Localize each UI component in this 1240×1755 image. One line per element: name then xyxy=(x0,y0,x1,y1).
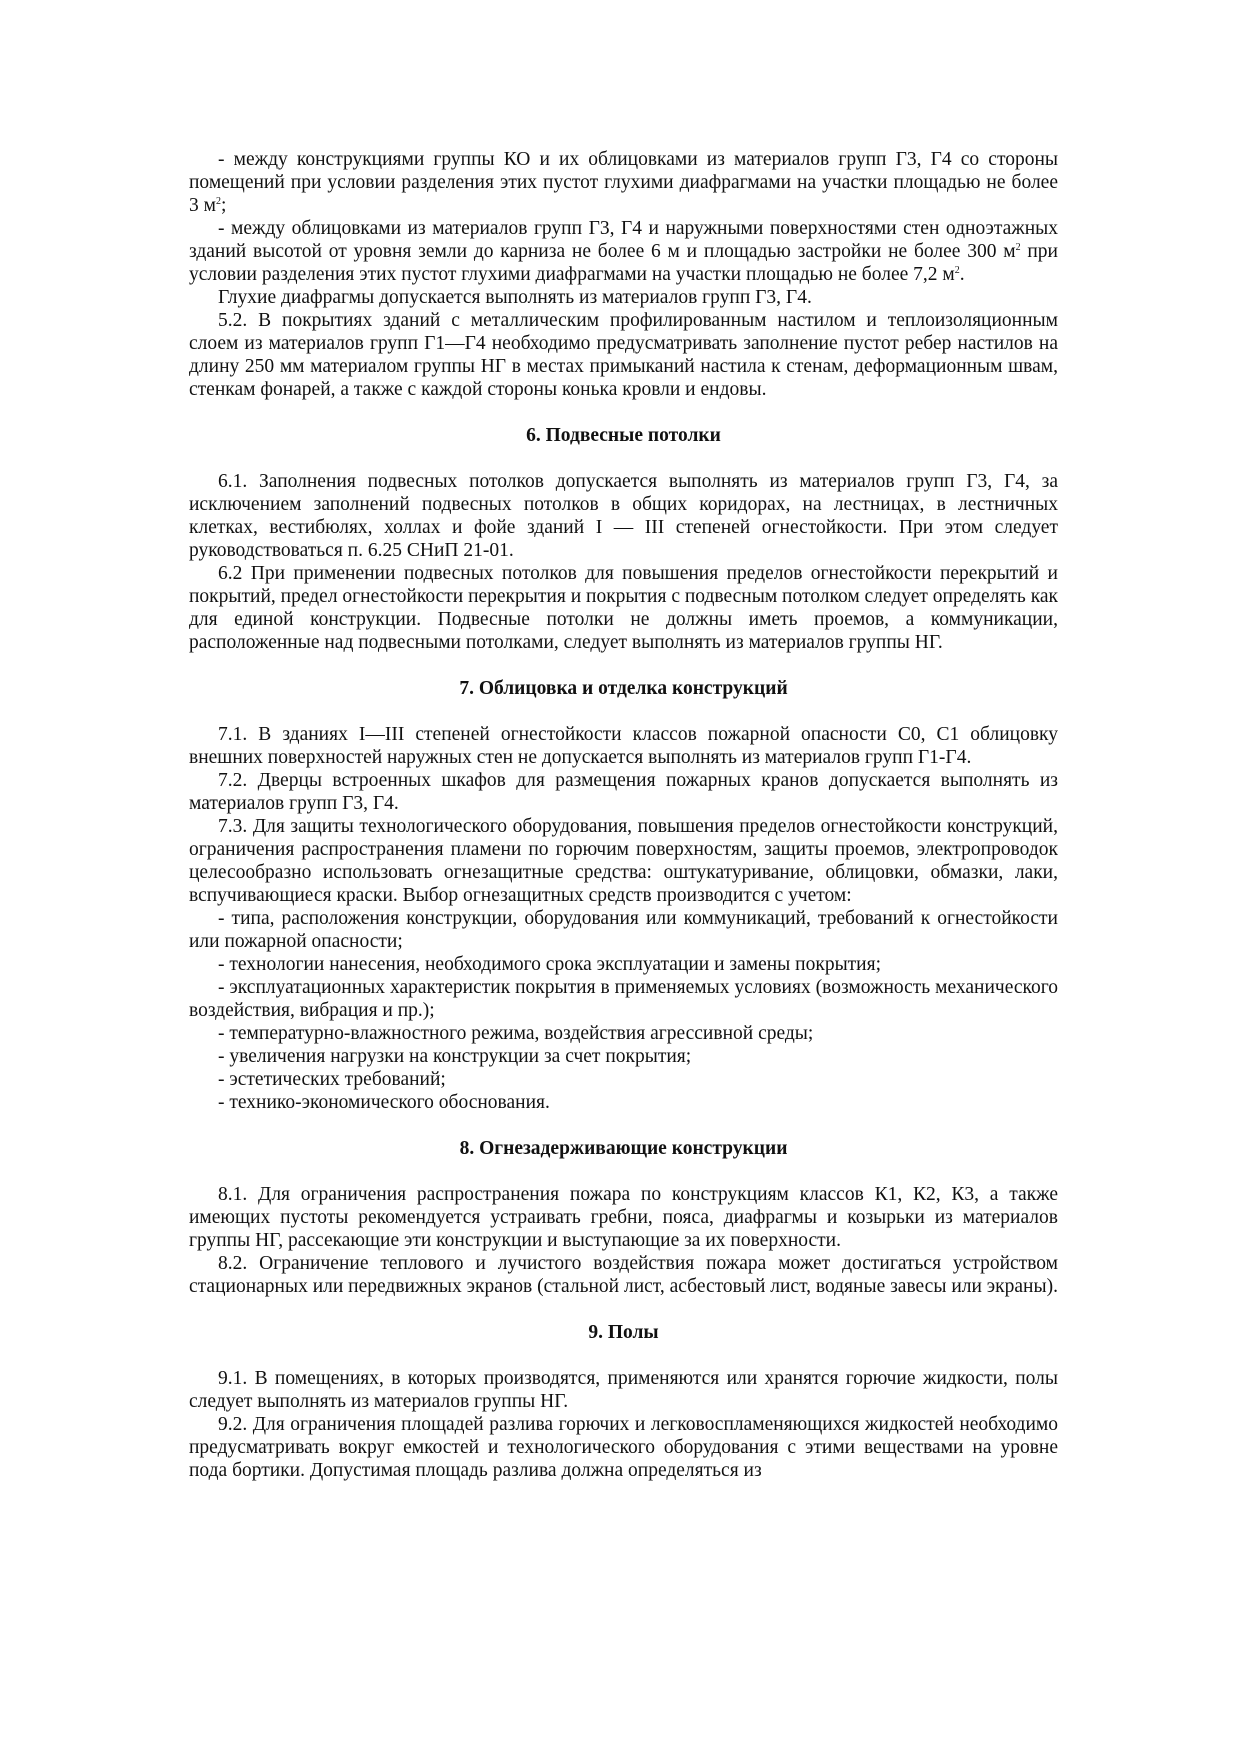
list-item-type: - типа, расположения конструкции, оборудования или коммуникаций, требований к огнестойкости или пожарной опасности; xyxy=(189,908,1058,952)
list-item-aesthetic: - эстетических требований; xyxy=(218,1069,446,1090)
paragraph-7-1: 7.1. В зданиях I—III степеней огнестойкости классов пожарной опасности С0, С1 облицовку внешних поверхностей наружных стен не допускается выполнять из материалов групп Г1-Г4. xyxy=(189,724,1058,768)
list-item-economic: - технико-экономического обоснования. xyxy=(218,1092,550,1113)
paragraph-9-1: 9.1. В помещениях, в которых производятся, применяются или хранятся горючие жидкости, полы следует выполнять из материалов группы НГ. xyxy=(189,1368,1058,1412)
paragraph-6-1: 6.1. Заполнения подвесных потолков допускается выполнять из материалов групп Г3, Г4, за исключением заполнений подвесных потолков в общих коридорах, на лестницах, в лестничных клетках, вестибюлях, холлах и фойе зданий I — III степеней огнестойкости. При этом следует руководствоваться п. 6.25 СНиП 21-01. xyxy=(189,471,1058,561)
paragraph-5-2: 5.2. В покрытиях зданий с металлическим профилированным настилом и теплоизоляционным слоем из материалов групп Г1—Г4 необходимо предусматривать заполнение пустот ребер настилов на длину 250 мм материалом группы НГ в местах примыканий настила к стенам, деформационным швам, стенкам фонарей, а также с каждой стороны конька кровли и ендовы. xyxy=(189,310,1058,400)
section-heading-6: 6. Подвесные потолки xyxy=(526,425,721,446)
paragraph-8-1: 8.1. Для ограничения распространения пожара по конструкциям классов К1, К2, К3, а также имеющих пустоты рекомендуется устраивать гребни, пояса, диафрагмы и козырьки из материалов группы НГ, рассекающие эти конструкции и выступающие за их поверхности. xyxy=(189,1184,1058,1251)
list-item-temperature: - температурно-влажностного режима, воздействия агрессивной среды; xyxy=(218,1023,814,1044)
paragraph-9-2: 9.2. Для ограничения площадей разлива горючих и легковоспламеняющихся жидкостей необходимо предусматривать вокруг емкостей и технологического оборудования с этими веществами на уровне пода бортики. Допустимая площадь разлива должна определяться из xyxy=(189,1414,1058,1481)
paragraph-8-2: 8.2. Ограничение теплового и лучистого воздействия пожара может достигаться устройством стационарных или передвижных экранов (стальной лист, асбестовый лист, водяные завесы или экраны). xyxy=(189,1253,1058,1297)
section-heading-7: 7. Облицовка и отделка конструкций xyxy=(459,678,788,699)
list-item-operational: - эксплуатационных характеристик покрытия в применяемых условиях (возможность механического воздействия, вибрация и пр.); xyxy=(189,977,1058,1021)
paragraph-kO-cladding-gap: - между конструкциями группы КО и их облицовками из материалов групп Г3, Г4 со стороны помещений при условии разделения этих пустот глухими диафрагмами на участки площадью не более 3 $м^2$; xyxy=(189,149,1058,216)
document-page xyxy=(189,148,1058,1482)
paragraph-cladding-outer-walls: - между облицовками из материалов групп Г3, Г4 и наружными поверхностями стен одноэтажных зданий высотой от уровня земли до карниза не более 6 м и площадью застройки не более 300 $м^2$ при условии разделения этих пустот глухими диафрагмами на участки площадью не более 7,2 $м^2$. xyxy=(189,218,1058,285)
paragraph-6-2: 6.2 При применении подвесных потолков для повышения пределов огнестойкости перекрытий и покрытий, предел огнестойкости перекрытия и покрытия с подвесным потолком следует определять как для единой конструкции. Подвесные потолки не должны иметь проемов, а коммуникации, расположенные над подвесными потолками, следует выполнять из материалов группы НГ. xyxy=(189,563,1058,653)
paragraph-7-2: 7.2. Дверцы встроенных шкафов для размещения пожарных кранов допускается выполнять из материалов групп Г3, Г4. xyxy=(189,770,1058,814)
section-heading-8: 8. Огнезадерживающие конструкции xyxy=(459,1138,788,1159)
list-item-load: - увеличения нагрузки на конструкции за счет покрытия; xyxy=(218,1046,692,1067)
list-item-technology: - технологии нанесения, необходимого срока эксплуатации и замены покрытия; xyxy=(218,954,882,975)
paragraph-7-3: 7.3. Для защиты технологического оборудования, повышения пределов огнестойкости конструкций, ограничения распространения пламени по горючим поверхностям, защиты проемов, электропроводок целесообразно использовать огнезащитные средства: оштукатуривание, облицовки, обмазки, лаки, вспучивающиеся краски. Выбор огнезащитных средств производится с учетом: xyxy=(189,816,1058,906)
section-heading-9: 9. Полы xyxy=(588,1322,659,1343)
paragraph-blind-diaphragms: Глухие диафрагмы допускается выполнять из материалов групп Г3, Г4. xyxy=(218,287,812,308)
